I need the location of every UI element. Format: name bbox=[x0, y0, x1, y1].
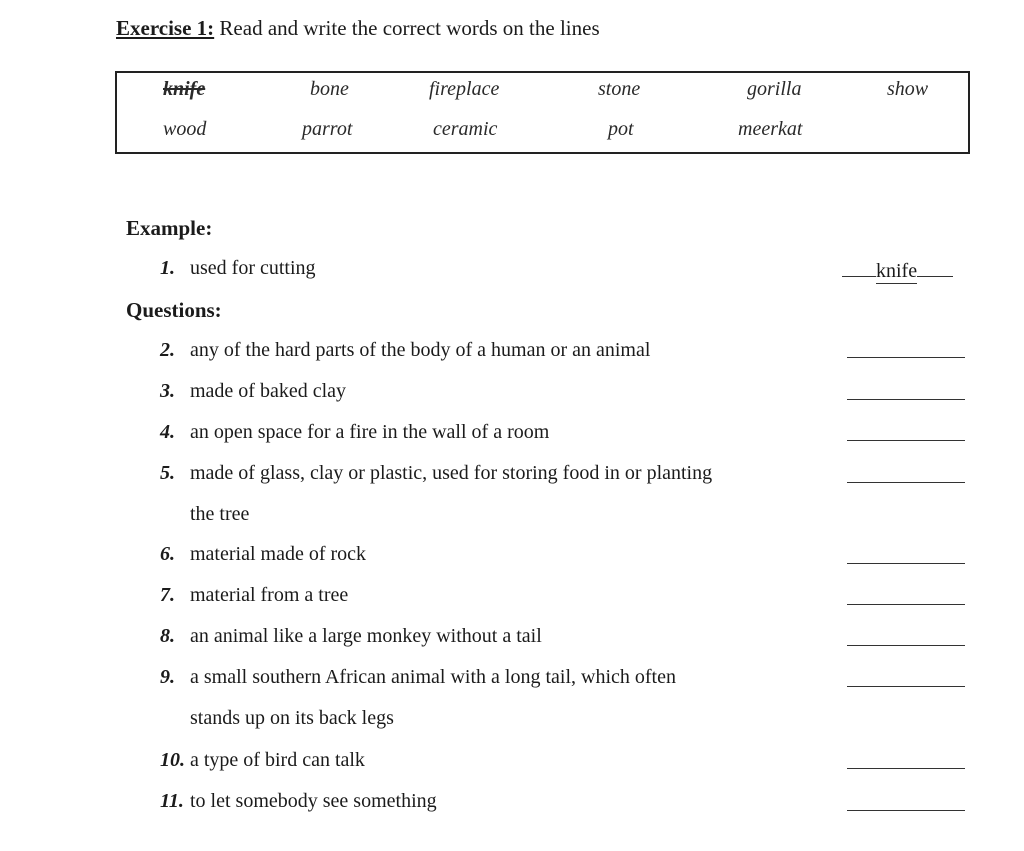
question-number: 2. bbox=[160, 339, 175, 361]
question-item bbox=[160, 339, 650, 362]
example-answer bbox=[842, 256, 953, 284]
answer-line[interactable] bbox=[847, 357, 965, 358]
word-bank-item: pot bbox=[608, 118, 634, 140]
question-text: to let somebody see something bbox=[190, 790, 437, 812]
question-item bbox=[160, 421, 549, 444]
answer-line[interactable] bbox=[847, 768, 965, 769]
question-number: 5. bbox=[160, 462, 175, 484]
question-text: a small southern African animal with a long tail, which often bbox=[190, 666, 676, 688]
question-text: material from a tree bbox=[190, 584, 349, 606]
word-bank-item: show bbox=[887, 78, 929, 100]
word-bank-item: fireplace bbox=[429, 78, 500, 100]
question-text: an open space for a fire in the wall of a room bbox=[190, 421, 550, 443]
word-bank-item: wood bbox=[163, 118, 207, 140]
answer-line[interactable] bbox=[847, 482, 965, 483]
answer-underline bbox=[842, 256, 876, 277]
question-text: made of baked clay bbox=[190, 380, 347, 402]
question-item bbox=[160, 749, 365, 772]
answer-line[interactable] bbox=[847, 563, 965, 564]
word-bank-box bbox=[115, 71, 970, 154]
question-item bbox=[160, 790, 437, 813]
question-number: 3. bbox=[160, 380, 175, 402]
question-number: 1. bbox=[160, 257, 175, 279]
example-item bbox=[160, 257, 316, 280]
answer-line[interactable] bbox=[847, 399, 965, 400]
answer-line[interactable] bbox=[847, 810, 965, 811]
example-heading: Example: bbox=[126, 216, 213, 240]
word-bank-item: gorilla bbox=[747, 78, 802, 100]
question-text: material made of rock bbox=[190, 543, 367, 565]
answer-underline bbox=[917, 256, 953, 277]
question-number: 4. bbox=[160, 421, 175, 443]
exercise-title bbox=[116, 16, 600, 41]
question-item bbox=[160, 543, 366, 566]
exercise-instruction: Read and write the correct words on the lines bbox=[219, 16, 600, 40]
word-bank-item: meerkat bbox=[738, 118, 803, 140]
word-bank-item: stone bbox=[598, 78, 641, 100]
question-item bbox=[160, 462, 712, 485]
question-text: used for cutting bbox=[190, 257, 316, 279]
word-bank-item: bone bbox=[310, 78, 349, 100]
answer-line[interactable] bbox=[847, 440, 965, 441]
question-item bbox=[160, 666, 676, 689]
word-bank-item: parrot bbox=[302, 118, 353, 140]
word-bank-item: ceramic bbox=[433, 118, 498, 140]
question-item bbox=[160, 380, 346, 403]
question-number: 8. bbox=[160, 625, 175, 647]
answer-line[interactable] bbox=[847, 686, 965, 687]
question-number: 9. bbox=[160, 666, 175, 688]
question-number: 6. bbox=[160, 543, 175, 565]
answer-line[interactable] bbox=[847, 645, 965, 646]
question-number: 11. bbox=[160, 790, 184, 812]
example-answer-word: knife bbox=[876, 260, 918, 282]
question-text: made of glass, clay or plastic, used for storing food in or planting bbox=[190, 462, 713, 484]
question-item bbox=[160, 625, 542, 648]
answer-line[interactable] bbox=[847, 604, 965, 605]
exercise-label: Exercise 1: bbox=[116, 16, 215, 40]
question-item bbox=[160, 584, 348, 607]
word-bank-item: knife bbox=[163, 78, 206, 100]
question-number: 7. bbox=[160, 584, 175, 606]
question-text: a type of bird can talk bbox=[190, 749, 365, 771]
question-text: an animal like a large monkey without a tail bbox=[190, 625, 542, 647]
question-continuation: stands up on its back legs bbox=[190, 707, 394, 729]
question-continuation: the tree bbox=[190, 503, 250, 525]
questions-heading: Questions: bbox=[126, 298, 222, 322]
question-number: 10. bbox=[160, 749, 185, 771]
question-text: any of the hard parts of the body of a human or an animal bbox=[190, 339, 651, 361]
